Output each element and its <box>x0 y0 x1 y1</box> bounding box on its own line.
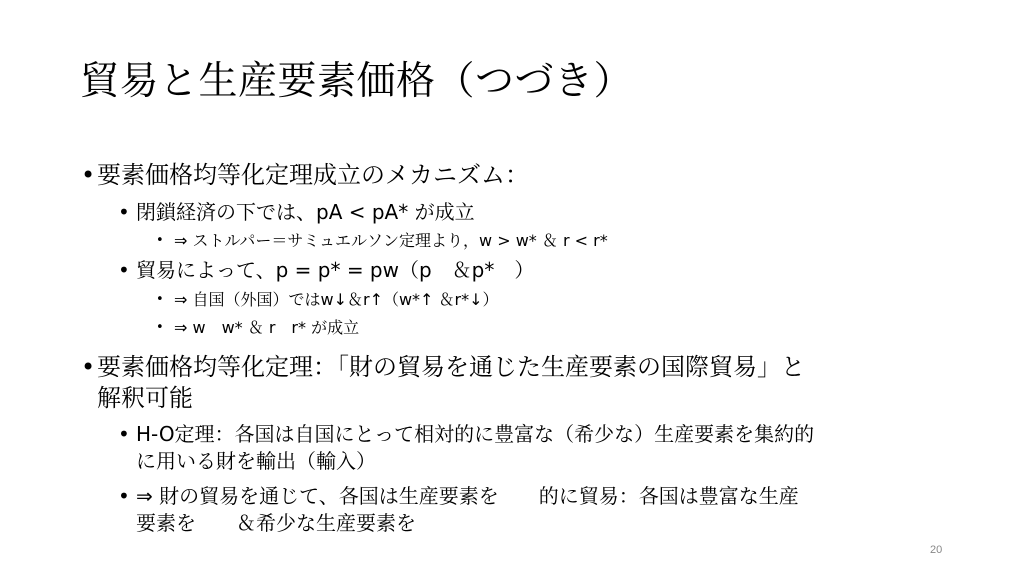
bullet-text: 貿易によって、p = p* = pw（p ＆p* ） <box>136 258 535 282</box>
bullet-l2 <box>118 257 534 283</box>
bullet-marker: • <box>81 353 96 381</box>
bullet-text: ⇒ 財の貿易を通じて、各国は生産要素を 的に貿易：各国は豊富な生産 <box>136 484 799 508</box>
bullet-marker: • <box>81 161 96 189</box>
slide-title: 貿易と生産要素価格（つづき） <box>80 59 634 104</box>
bullet-text: 閉鎖経済の下では、pA < pA* が成立 <box>136 200 475 224</box>
bullet-text: ⇒ w w* ＆ r r* が成立 <box>174 318 360 337</box>
bullet-marker: • <box>156 233 164 248</box>
bullet-marker: • <box>118 258 130 282</box>
bullet-marker: • <box>118 422 130 446</box>
bullet-l1 <box>81 160 529 190</box>
bullet-continuation: 要素を ＆希少な生産要素を <box>136 511 416 535</box>
bullet-l2 <box>118 199 475 225</box>
bullet-l3 <box>156 230 608 252</box>
bullet-marker: • <box>156 320 164 335</box>
bullet-text: 要素価格均等化定理成立のメカニズム： <box>97 161 529 189</box>
bullet-text: 要素価格均等化定理：「財の貿易を通じた生産要素の国際貿易」と <box>97 353 805 381</box>
bullet-continuation: に用いる財を輸出（輸入） <box>136 449 376 473</box>
bullet-l1 <box>81 352 805 382</box>
page-number: 20 <box>930 544 943 556</box>
bullet-text: H-O定理：各国は自国にとって相対的に豊富な（希少な）生産要素を集約的 <box>136 422 815 446</box>
bullet-continuation: 解釈可能 <box>97 384 193 412</box>
bullet-marker: • <box>118 200 130 224</box>
bullet-l2 <box>118 421 814 447</box>
bullet-l2 <box>118 483 799 509</box>
bullet-l3 <box>156 317 359 339</box>
bullet-text: ⇒ 自国（外国）ではw↓＆r↑（w*↑ ＆r*↓） <box>174 290 499 309</box>
bullet-l3 <box>156 289 499 311</box>
bullet-marker: • <box>118 484 130 508</box>
bullet-text: ⇒ ストルパー＝サミュエルソン定理より，w > w* ＆ r < r* <box>174 231 608 250</box>
bullet-marker: • <box>156 292 164 307</box>
